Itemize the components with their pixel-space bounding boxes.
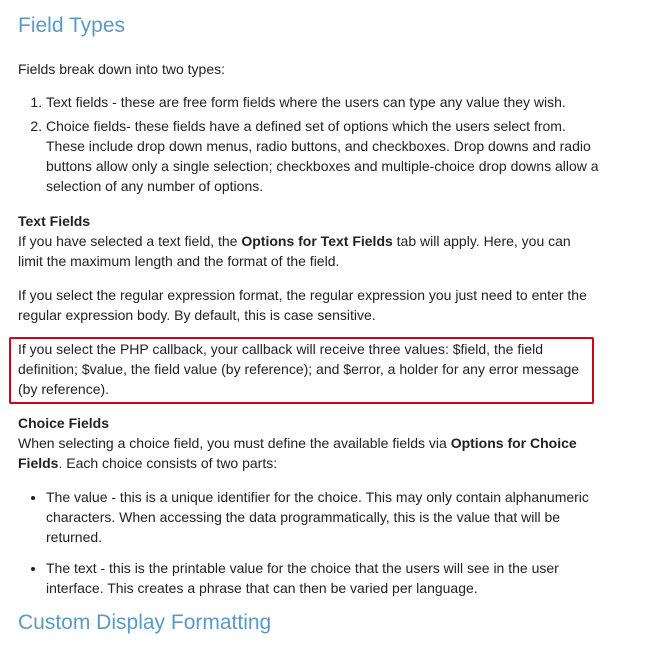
- regex-paragraph: If you select the regular expression format, the regular expression you just need to enter the regular expression body. By default, this is case sensitive.: [18, 287, 587, 323]
- choice-fields-title: Choice Fields: [18, 415, 110, 431]
- list-item: 1. Text fields - these are free form fields where the users can type any value they wish.: [46, 92, 606, 112]
- text-fields-section: [18, 211, 598, 271]
- field-types-list: [18, 92, 606, 200]
- options-for-choice-fields-bold: Options for Choice Fields: [18, 435, 577, 471]
- choice-fields-paragraph: [18, 433, 598, 473]
- text-fields-title: Text Fields: [18, 213, 91, 229]
- text-span: When selecting a choice field, you must define the available fields via: [18, 435, 451, 451]
- choice-parts-list: [18, 487, 606, 609]
- text-span: If you have selected a text field, the: [18, 233, 242, 249]
- heading-custom-display-formatting: Custom Display Formatting: [18, 611, 272, 634]
- list-item: 2. Choice fields- these fields have a defined set of options which the users select from. These include drop down menus, radio buttons, and checkboxes. Drop downs and radio buttons allow only a single selection; checkboxes and multiple-choice drop downs allow a selection of any number of options.: [46, 116, 606, 196]
- list-item: • The value - this is a unique identifier for the choice. This may only contain alphanumeric characters. When accessing the data programmatically, this is the value that will be returned.: [46, 487, 606, 547]
- choice-fields-section: [18, 413, 598, 473]
- heading-field-types: Field Types: [18, 14, 125, 37]
- options-for-text-fields-bold: Options for Text Fields: [241, 233, 393, 249]
- list-item: • The text - this is the printable value for the choice that the users will see in the user interface. This creates a phrase that can then be varied per language.: [46, 558, 606, 598]
- text-span: tab will apply. Here, you can limit the maximum length and the format of the field.: [18, 233, 571, 269]
- text-span: . Each choice consists of two parts:: [58, 455, 278, 471]
- intro-text: Fields break down into two types:: [18, 61, 225, 77]
- php-callback-paragraph: If you select the PHP callback, your callback will receive three values: $field, the field definition; $value, the field value (by reference); and $error, a holder for any error message (by reference).: [18, 341, 580, 397]
- text-fields-paragraph: [18, 231, 598, 271]
